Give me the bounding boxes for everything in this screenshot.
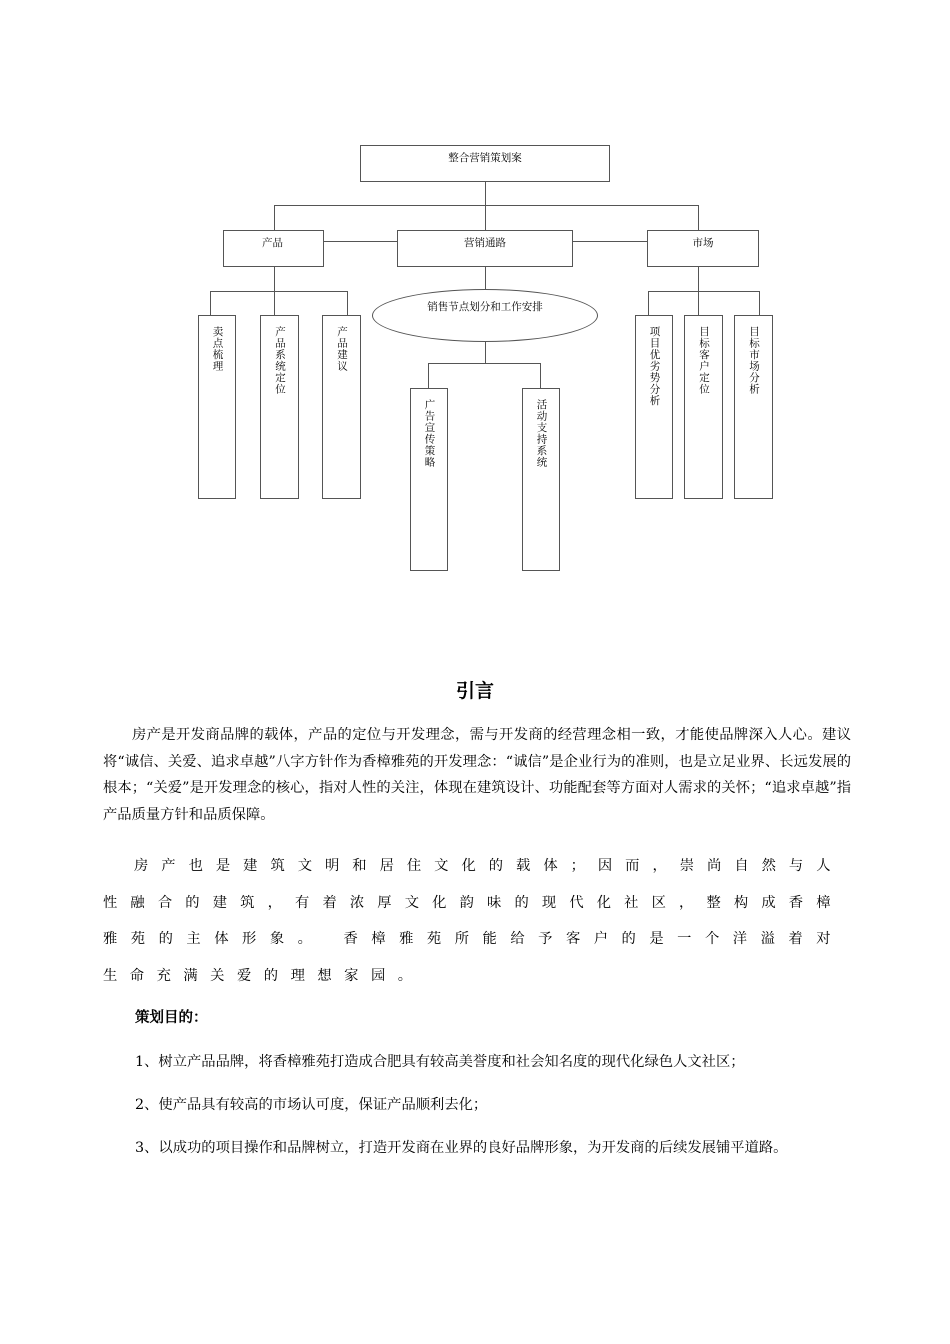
- connector: [698, 266, 699, 291]
- chart-swot-box: 项目优劣势分析: [635, 315, 673, 499]
- connector: [485, 205, 486, 230]
- connector: [274, 266, 275, 291]
- connector: [347, 291, 348, 315]
- chart-activity-support-box: 活动支持系统: [522, 388, 560, 571]
- connector: [540, 363, 541, 388]
- connector: [274, 291, 275, 315]
- connector: [324, 241, 397, 242]
- connector: [274, 205, 275, 230]
- connector: [698, 291, 699, 315]
- goal-item-3: 3、以成功的项目操作和品牌树立，打造开发商在业界的良好品牌形象，为开发商的后续发展铺平道路。: [135, 1140, 788, 1156]
- chart-node-ellipse: 销售节点划分和工作安排: [372, 289, 598, 342]
- connector: [428, 363, 429, 388]
- intro-paragraph-2: 房产也是建筑文明和居住文化的载体；因而，崇尚自然与人性融合的建筑，有着浓厚文化韵味的现代化社区，整构成香樟雅苑的主体形象。 香樟雅苑所能给予客户的是一个洋溢着对生命充满关爱的理想家园。: [103, 858, 843, 984]
- connector: [274, 205, 698, 206]
- connector: [428, 363, 541, 364]
- connector: [485, 341, 486, 363]
- goal-item-2: 2、使产品具有较高的市场认可度，保证产品顺利去化；: [135, 1097, 488, 1113]
- chart-market-box: 市场: [647, 230, 759, 267]
- section-title: 引言: [455, 680, 494, 702]
- chart-product-box: 产品: [223, 230, 324, 267]
- connector: [759, 291, 760, 315]
- intro-paragraph-1: 房产是开发商品牌的载体，产品的定位与开发理念，需与开发商的经营理念相一致，才能使品牌深入人心。建议将“诚信、关爱、追求卓越”八字方针作为香樟雅苑的开发理念：“诚信”是企业行为的准则，也是立足业界、长远发展的根本；“关爱”是开发理念的核心，指对人性的关注，体现在建筑设计、功能配套等方面对人需求的关怀；“追求卓越”指产品质量方针和品质保障。: [103, 727, 851, 823]
- connector: [698, 205, 699, 230]
- chart-product-positioning-box: 产品系统定位: [260, 315, 299, 499]
- org-chart: [0, 0, 950, 600]
- connector: [648, 291, 649, 315]
- chart-target-customer-box: 目标客户定位: [684, 315, 723, 499]
- connector: [485, 181, 486, 205]
- goals-heading: 策划目的：: [135, 1010, 208, 1026]
- connector: [573, 241, 647, 242]
- connector: [485, 266, 486, 290]
- chart-channel-box: 营销通路: [397, 230, 573, 267]
- chart-product-suggestion-box: 产品建议: [322, 315, 361, 499]
- connector: [648, 291, 760, 292]
- chart-selling-points-box: 卖点梳理: [198, 315, 236, 499]
- chart-target-market-box: 目标市场分析: [734, 315, 773, 499]
- chart-root-box: 整合营销策划案: [360, 145, 610, 182]
- connector: [210, 291, 211, 315]
- chart-ad-strategy-box: 广告宣传策略: [410, 388, 448, 571]
- goal-item-1: 1、树立产品品牌，将香樟雅苑打造成合肥具有较高美誉度和社会知名度的现代化绿色人文社区；: [135, 1054, 745, 1070]
- connector: [210, 291, 348, 292]
